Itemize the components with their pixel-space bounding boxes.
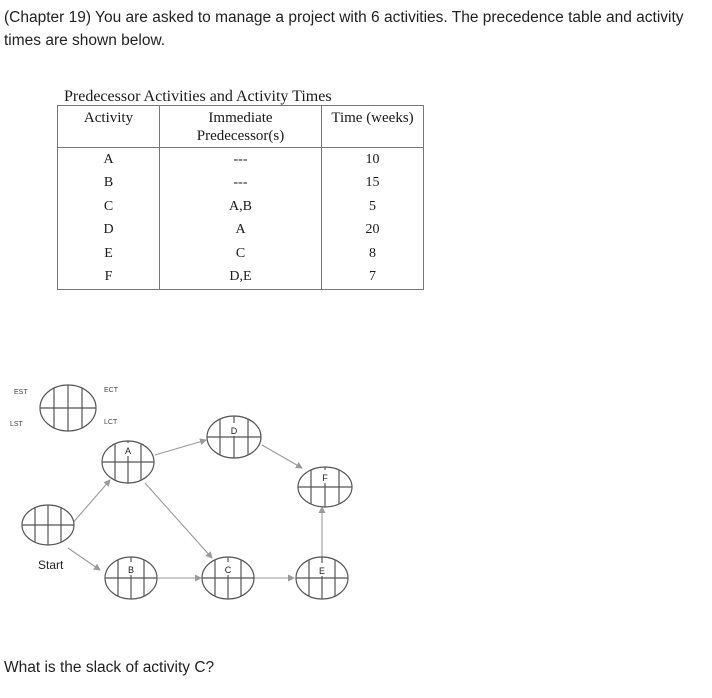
table-header-row [58,106,424,148]
cell-activity: F [58,265,160,289]
node-b [105,557,157,599]
precedence-table [57,105,424,290]
cell-predecessors: --- [160,148,322,172]
table-row [58,195,424,218]
question-intro: (Chapter 19) You are asked to manage a project with 6 activities. The precedence table and activity times are shown below. [4,9,684,49]
header-activity: Activity [58,106,160,148]
node-b-label: B [127,565,135,575]
node-c [202,557,254,599]
node-d [207,416,261,458]
cell-activity: A [58,148,160,172]
cell-activity: D [58,218,160,241]
cell-time: 10 [322,148,424,172]
cell-predecessors: --- [160,172,322,195]
table-row [58,172,424,195]
arrow-start-to-b [68,548,100,570]
table-row [58,242,424,265]
table-row [58,218,424,241]
table-caption: Predecessor Activities and Activity Times [64,88,332,105]
arrow-d-to-f [262,445,302,468]
node-f-label: F [322,473,328,483]
cell-activity: B [58,172,160,195]
cell-time: 7 [322,265,424,289]
cell-time: 8 [322,242,424,265]
cell-predecessors: A [160,218,322,241]
header-predecessors: Immediate Predecessor(s) [160,106,322,148]
arrow-a-to-c [145,483,212,558]
node-a-label: A [124,446,132,456]
cell-activity: C [58,195,160,218]
cell-predecessors: D,E [160,265,322,289]
question-prompt: What is the slack of activity C? [4,659,215,676]
header-time: Time (weeks) [322,106,424,148]
node-e [296,557,348,599]
legend-est-label: EST [14,389,28,396]
cell-activity: E [58,242,160,265]
table-row [58,265,424,289]
node-e-label: E [318,566,326,576]
cell-time: 20 [322,218,424,241]
node-c-label: C [224,565,232,575]
cell-predecessors: A,B [160,195,322,218]
cell-predecessors: C [160,242,322,265]
cell-time: 15 [322,172,424,195]
legend-lct-label: LCT [104,419,118,426]
legend-ect-label: ECT [104,387,118,394]
network-diagram [0,370,712,610]
legend-lst-label: LST [10,421,23,428]
node-start-label: Start [38,558,64,572]
table-row [58,148,424,172]
node-d-label: D [230,426,238,436]
cell-time: 5 [322,195,424,218]
node-start [22,505,74,545]
legend-node [40,385,96,431]
arrow-a-to-d [155,440,206,455]
